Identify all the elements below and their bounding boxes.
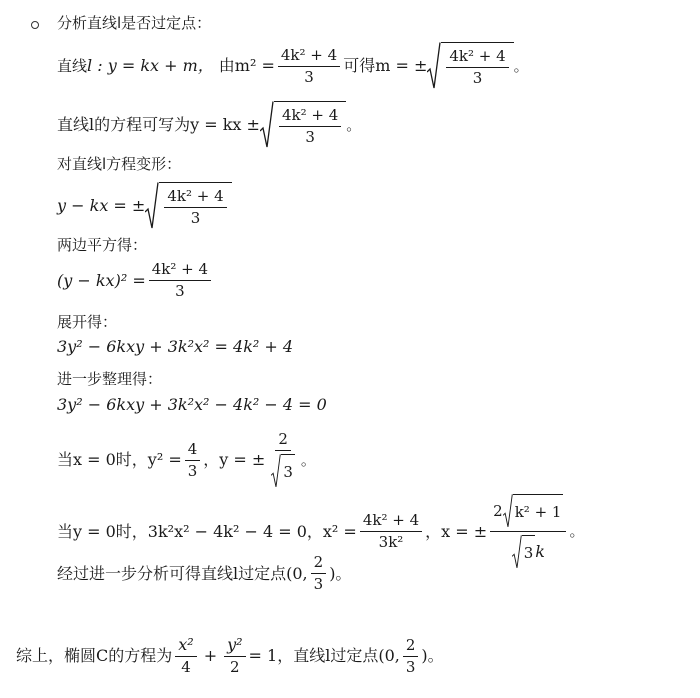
math-text: 当x = 0时，y² = xyxy=(57,450,182,470)
square-root xyxy=(260,101,346,149)
fraction-numerator xyxy=(490,494,566,532)
math-text: 3y² − 6kxy + 3k²x² − 4k² − 4 = 0 xyxy=(57,395,327,414)
fraction-denominator: 3 xyxy=(175,282,185,300)
math-text: ，x = ± xyxy=(425,521,488,541)
step-transform-label xyxy=(57,157,181,172)
square-root xyxy=(145,182,231,230)
square-root xyxy=(512,535,536,569)
text: 展开得： xyxy=(57,313,118,331)
fraction xyxy=(490,494,566,570)
math-m-squared: 由m² = xyxy=(218,56,275,75)
fraction-denominator xyxy=(268,451,298,488)
math-text: = 1，直线l过定点(0, xyxy=(248,646,400,665)
radicand: 3 xyxy=(522,535,536,569)
step-analyze-label xyxy=(57,16,211,31)
step-square-eq xyxy=(57,262,214,299)
variable: k xyxy=(535,542,545,562)
fraction-numerator: y² xyxy=(224,637,245,657)
step-simplify-label xyxy=(57,372,162,387)
step-expand-eq xyxy=(57,339,293,355)
step-line-form xyxy=(57,101,361,149)
fraction-numerator: x² xyxy=(175,637,196,657)
text: 。 xyxy=(513,56,529,75)
fraction-numerator: 4k² + 4 xyxy=(164,189,226,208)
fraction-denominator: 3 xyxy=(313,575,324,593)
fraction-denominator: 3 xyxy=(187,461,198,480)
math-text: )。 xyxy=(329,563,352,583)
math-plus: + xyxy=(203,646,218,665)
fraction-numerator: 4k² + 4 xyxy=(446,49,508,68)
fraction-denominator: 4 xyxy=(181,658,191,676)
radical-sign xyxy=(427,42,441,90)
square-root xyxy=(271,454,295,488)
math-m-plusminus: 可得m = ± xyxy=(343,56,428,75)
math-text: y − kx = ± xyxy=(57,196,146,215)
text: 直线 xyxy=(57,56,88,75)
fraction xyxy=(279,108,341,145)
fraction-denominator: 2 xyxy=(230,658,240,676)
step-expand-label xyxy=(57,315,117,330)
step-simplify-eq xyxy=(57,397,327,413)
fraction-denominator: 3 xyxy=(405,657,416,676)
radical-sign xyxy=(271,454,281,488)
math-text: 经过进一步分析可得直线l过定点(0, xyxy=(57,563,308,583)
fraction-numerator: 2 xyxy=(403,638,419,657)
radicand: 3 xyxy=(281,454,295,488)
radical-sign xyxy=(503,494,513,528)
fraction xyxy=(175,637,196,675)
math-text: )。 xyxy=(421,646,444,665)
text: 。 xyxy=(300,450,316,469)
fraction-denominator: 3 xyxy=(190,209,201,227)
fraction xyxy=(446,49,508,86)
fraction xyxy=(164,189,226,226)
text: 。 xyxy=(569,522,585,541)
fraction xyxy=(278,45,340,86)
radical-sign xyxy=(145,182,159,230)
radicand: k² + 1 xyxy=(513,494,564,528)
fraction-numerator: 2 xyxy=(275,432,291,451)
fraction-numerator: 4k² + 4 xyxy=(278,48,340,67)
text: 分析直线l是否过定点： xyxy=(57,14,212,32)
fraction xyxy=(403,635,419,676)
fraction-denominator: 3 xyxy=(472,69,483,87)
fraction-denominator: 3k² xyxy=(378,533,404,552)
step-x-zero xyxy=(57,432,316,488)
fraction-denominator xyxy=(509,532,548,569)
coefficient: 2 xyxy=(493,501,503,520)
fraction xyxy=(268,432,298,488)
text: 。 xyxy=(346,115,362,134)
math-text: 直线l的方程可写为y = kx ± xyxy=(57,115,260,134)
conclusion xyxy=(16,637,444,675)
step-square-label xyxy=(57,238,147,253)
fraction-numerator: 4k² + 4 xyxy=(149,262,211,281)
step-transform-eq xyxy=(57,182,232,230)
fraction-denominator: 3 xyxy=(305,128,315,146)
math-text: 3y² − 6kxy + 3k²x² = 4k² + 4 xyxy=(57,337,294,356)
square-root xyxy=(503,494,564,528)
fraction xyxy=(311,555,327,592)
math-line-l: l : y = kx + m， xyxy=(87,56,214,75)
fraction-numerator: 4k² + 4 xyxy=(279,108,341,127)
text: 两边平方得： xyxy=(57,236,148,254)
square-root xyxy=(427,42,513,90)
math-text: 综上，椭圆C的方程为 xyxy=(16,646,173,665)
text: 对直线l方程变形： xyxy=(57,155,182,173)
math-text: 当y = 0时，3k²x² − 4k² − 4 = 0，x² = xyxy=(57,521,357,541)
step-fixed-point xyxy=(57,555,351,592)
fraction-numerator: 2 xyxy=(311,555,327,574)
fraction-denominator: 3 xyxy=(304,67,314,86)
text: 进一步整理得： xyxy=(57,370,163,388)
fraction-numerator: 4k² + 4 xyxy=(360,513,422,532)
fraction xyxy=(185,439,201,480)
fraction xyxy=(149,262,211,299)
fraction xyxy=(360,513,422,550)
fraction-numerator: 4 xyxy=(185,442,201,461)
fraction xyxy=(224,637,245,675)
radical-sign xyxy=(260,101,274,149)
list-bullet xyxy=(31,21,39,29)
radical-sign xyxy=(512,535,522,569)
math-text: (y − kx)² = xyxy=(57,270,146,290)
step-line-equation xyxy=(57,42,529,90)
math-text: ，y = ± xyxy=(203,450,266,470)
